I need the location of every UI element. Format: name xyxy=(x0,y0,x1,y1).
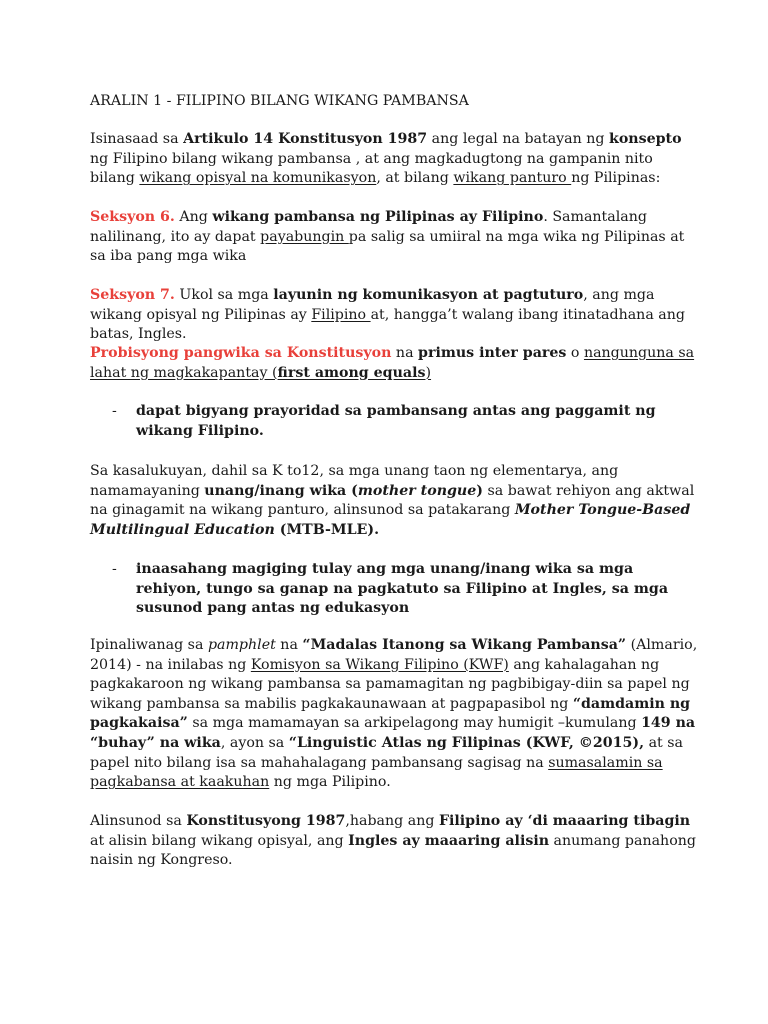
paragraph-seksyon-7 xyxy=(90,286,700,345)
paragraph-article-14 xyxy=(90,130,700,189)
text: , ayon sa xyxy=(220,734,289,751)
paragraph-pamphlet xyxy=(90,636,700,793)
bold-text: konsepto xyxy=(609,131,682,147)
text: sa bawat rehiyon ang aktwal na ginagamit na wikang panturo, alinsunod sa patakarang xyxy=(90,482,695,519)
bold-text: primus inter pares xyxy=(418,345,567,361)
text: at sa papel nito bilang isa sa mahahalagang pambansang sagisag na xyxy=(90,734,683,771)
bold-text: “damdamin ng pagkakaisa” xyxy=(90,695,691,732)
text: Ipinaliwanag sa xyxy=(90,637,208,653)
section-label: Seksyon 7. xyxy=(90,287,175,303)
text: anumang panahong naisin ng Kongreso. xyxy=(90,832,696,869)
italic-text: pamphlet xyxy=(207,637,276,653)
paragraph-mtb-mle xyxy=(90,462,700,540)
section-label: Seksyon 6. xyxy=(90,209,175,225)
bold-text: unang/inang wika ( xyxy=(204,482,358,499)
text: ,habang ang xyxy=(345,813,439,829)
bold-text: Ingles ay maaaring alisin xyxy=(348,832,550,849)
bold-italic-text: Mother Tongue-Based Multilingual Education xyxy=(90,502,691,538)
text: sa mga mamamayan sa arkipelagong may humigit –kumulang xyxy=(187,715,642,732)
bold-text: 149 na “buhay” na wika xyxy=(90,715,696,751)
bold-text: wikang pambansa ng Pilipinas ay Filipino xyxy=(212,209,544,225)
text: na xyxy=(391,345,419,361)
bold-text: “Linguistic Atlas ng Filipinas (KWF, ©2015), xyxy=(288,734,645,751)
text: pa salig sa umiiral na mga wika ng Pilipinas at sa iba pang mga wika xyxy=(90,228,685,265)
paragraph-seksyon-6 xyxy=(90,208,700,267)
underlined-text: ) xyxy=(425,364,432,381)
text: ng Pilipinas: xyxy=(571,170,661,187)
underlined-text: ( xyxy=(267,364,278,381)
bold-text: Filipino ay ‘di maaaring tibagin xyxy=(438,813,691,829)
text: ang kahalagahan ng pagkakaroon ng wikang pambansa sa pamamagitan ng pagbibigay-diin sa papel ng wikang pambansa sa mabilis pagkakaunawaan at pagpapasibol ng xyxy=(90,656,690,712)
underlined-text: Komisyon sa Wikang Filipino (KWF) xyxy=(250,656,509,673)
bold-text: Artikulo 14 Konstitusyon 1987 xyxy=(183,131,428,147)
bullet-item-prayoridad: dapat bigyang prayoridad sa pambansang antas ang paggamit ng wikang Filipino. xyxy=(136,403,656,439)
text: . Samantalang nalilinang, ito ay dapat xyxy=(90,209,647,245)
bold-text: (MTB-MLE). xyxy=(274,521,380,538)
underlined-text: Filipino xyxy=(311,306,371,323)
text: , ang mga wikang opisyal ng Pilipinas ay xyxy=(90,287,655,323)
underlined-text: payabungin xyxy=(260,228,349,245)
text: Ukol sa mga xyxy=(174,287,274,303)
underlined-text: wikang opisyal na komunikasyon xyxy=(139,170,377,187)
bold-underlined-text: first among equals xyxy=(277,364,426,381)
lesson-title: ARALIN 1 - FILIPINO BILANG WIKANG PAMBANSA xyxy=(90,93,469,109)
text: (Almario, 2014) - na inilabas ng xyxy=(90,637,698,673)
text: at, hangga’t walang ibang itinatadhana ang batas, Ingles. xyxy=(90,306,685,343)
underlined-text: nangunguna sa lahat ng magkakapantay xyxy=(90,345,695,381)
text: Ang xyxy=(174,209,213,225)
bold-text: “Madalas Itanong sa Wikang Pambansa” xyxy=(302,637,627,653)
bullet-mark: - xyxy=(112,403,117,419)
paragraph-probisyong-pangwika xyxy=(90,344,700,383)
paragraph-alinsunod xyxy=(90,812,700,871)
bold-text: ) xyxy=(476,482,483,499)
text: Sa kasalukuyan, dahil sa K to12, sa mga unang taon ng elementarya, ang namamayaning xyxy=(90,463,619,499)
bullet-item-tulay: inaasahang magiging tulay ang mga unang/inang wika sa mga rehiyon, tungo sa ganap na pagkatuto sa Filipino at Ingles, sa mga susunod pang antas ng edukasyon xyxy=(136,561,669,617)
text: , at bilang xyxy=(376,170,454,187)
text: at alisin bilang wikang opisyal, ang xyxy=(90,832,349,849)
text: Isinasaad sa xyxy=(90,131,184,147)
text: na xyxy=(275,637,303,653)
bullet-mark: - xyxy=(112,561,117,577)
text: ang legal na batayan ng xyxy=(427,131,610,147)
section-label: Probisyong pangwika sa Konstitusyon xyxy=(90,345,392,361)
text: ng mga Pilipino. xyxy=(269,774,391,791)
text: Alinsunod sa xyxy=(90,813,187,829)
bold-italic-text: mother tongue xyxy=(357,482,477,499)
text: ng Filipino bilang wikang pambansa , at ang magkadugtong na gampanin nito bilang xyxy=(90,150,653,187)
underlined-text: sumasalamin sa pagkabansa at kaakuhan xyxy=(90,754,663,791)
bold-text: Konstitusyong 1987 xyxy=(186,813,346,829)
bold-text: layunin ng komunikasyon at pagtuturo xyxy=(273,287,584,303)
underlined-text: wikang panturo xyxy=(453,170,572,187)
text: o xyxy=(566,345,584,361)
